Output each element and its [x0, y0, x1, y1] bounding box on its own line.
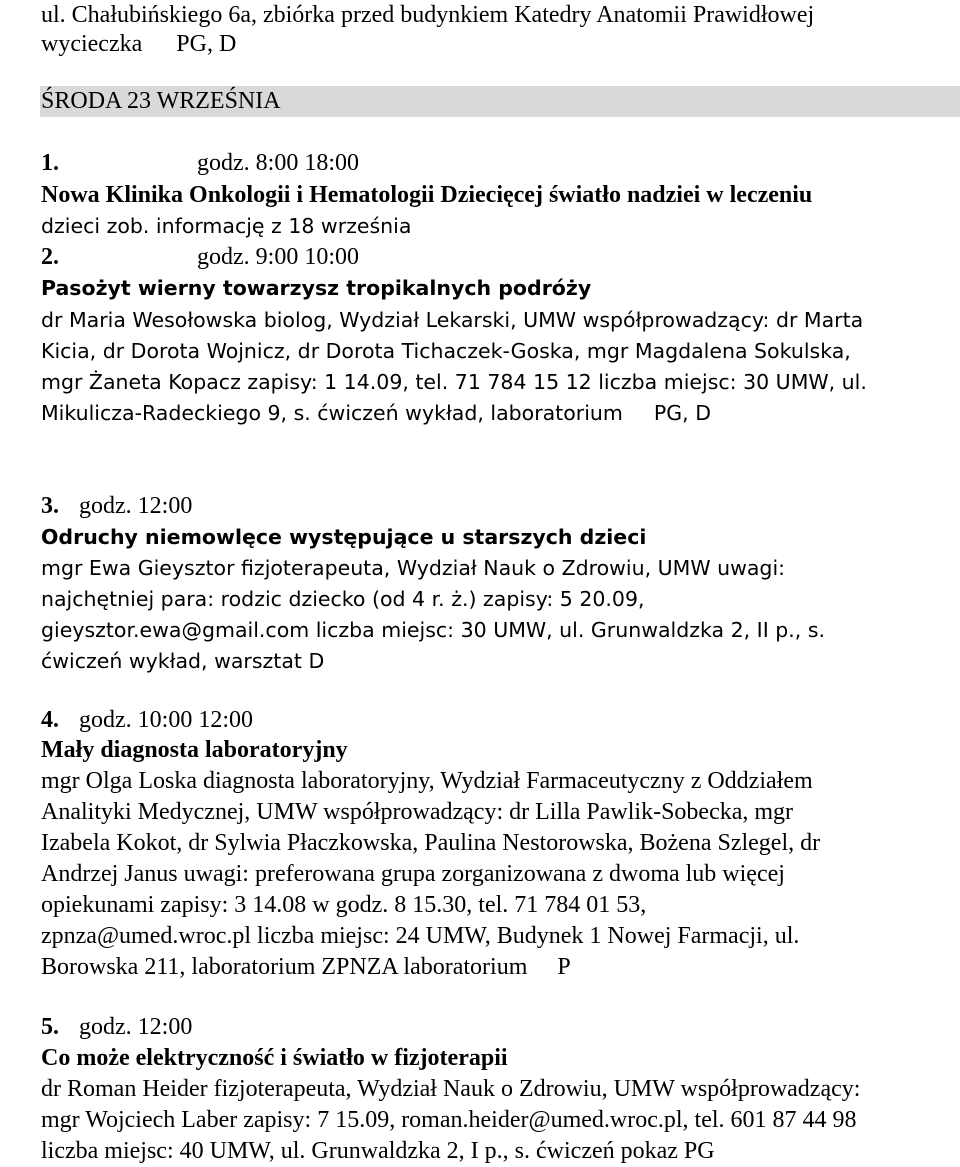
intro-line	[41, 29, 236, 60]
event-heading	[41, 491, 192, 522]
event-body-line: Andrzej Janus uwagi: preferowana grupa zorganizowana z dwoma lub więcej	[41, 861, 785, 887]
event-time: godz. 9:00 10:00	[197, 244, 359, 270]
event-number: 3.	[41, 493, 59, 519]
event-body-line: liczba miejsc: 40 UMW, ul. Grunwaldzka 2, I p., s. ćwiczeń pokaz PG	[41, 1138, 715, 1164]
event-title: Nowa Klinika Onkologii i Hematologii Dziecięcej światło nadziei w leczeniu	[41, 182, 813, 208]
event-time: godz. 8:00 18:00	[197, 150, 359, 176]
event-number: 1.	[41, 150, 59, 176]
event-time: godz. 10:00 12:00	[79, 707, 253, 733]
event-body-line: najchętniej para: rodzic dziecko (od 4 r. ż.) zapisy: 5 20.09,	[41, 587, 645, 611]
intro-text: wycieczka	[41, 31, 143, 57]
event-body-line: opiekunami zapisy: 3 14.08 w godz. 8 15.30, tel. 71 784 01 53,	[41, 892, 647, 918]
event-body-line: Kicia, dr Dorota Wojnicz, dr Dorota Tichaczek-Goska, mgr Magdalena Sokulska,	[41, 339, 851, 363]
event-body-line: zpnza@umed.wroc.pl liczba miejsc: 24 UMW, Budynek 1 Nowej Farmacji, ul.	[41, 923, 800, 949]
event-tags: P	[557, 954, 571, 980]
event-body-text: Borowska 211, laboratorium ZPNZA laboratorium	[41, 954, 528, 980]
event-body-line: Izabela Kokot, dr Sylwia Płaczkowska, Paulina Nestorowska, Bożena Szlegel, dr	[41, 830, 821, 856]
event-number: 5.	[41, 1014, 59, 1040]
event-body-line: dzieci zob. informację z 18 września	[41, 214, 412, 238]
event-title: Odruchy niemowlęce występujące u starszych dzieci	[41, 525, 647, 549]
event-time: godz. 12:00	[79, 1014, 193, 1040]
day-header: ŚRODA 23 WRZEŚNIA	[41, 88, 281, 114]
event-body-line	[41, 952, 571, 983]
event-body-line: mgr Olga Loska diagnosta laboratoryjny, Wydział Farmaceutyczny z Oddziałem	[41, 768, 813, 794]
event-body-line: mgr Wojciech Laber zapisy: 7 15.09, roman.heider@umed.wroc.pl, tel. 601 87 44 98	[41, 1107, 857, 1133]
event-heading	[41, 242, 359, 273]
event-body-line: mgr Żaneta Kopacz zapisy: 1 14.09, tel. 71 784 15 12 liczba miejsc: 30 UMW, ul.	[41, 370, 867, 394]
event-number: 4.	[41, 707, 59, 733]
event-body-line: dr Roman Heider fizjoterapeuta, Wydział Nauk o Zdrowiu, UMW współprowadzący:	[41, 1076, 861, 1102]
event-title: Pasożyt wierny towarzysz tropikalnych podróży	[41, 276, 592, 300]
event-body-line: ćwiczeń wykład, warsztat D	[41, 649, 325, 673]
event-heading	[41, 705, 253, 736]
event-title: Co może elektryczność i światło w fizjoterapii	[41, 1045, 508, 1071]
intro-tags: PG, D	[176, 31, 237, 57]
event-body-line: gieysztor.ewa@gmail.com liczba miejsc: 30 UMW, ul. Grunwaldzka 2, II p., s.	[41, 618, 826, 642]
event-body-line: Analityki Medycznej, UMW współprowadzący: dr Lilla Pawlik-Sobecka, mgr	[41, 799, 794, 825]
event-body-line	[41, 398, 711, 429]
event-heading	[41, 1012, 192, 1043]
event-heading	[41, 148, 359, 179]
event-time: godz. 12:00	[79, 493, 193, 519]
event-body-text: Mikulicza-Radeckiego 9, s. ćwiczeń wykład, laboratorium	[41, 401, 623, 425]
event-tags: PG, D	[653, 401, 711, 425]
event-body-line: dr Maria Wesołowska biolog, Wydział Lekarski, UMW współprowadzący: dr Marta	[41, 308, 864, 332]
event-number: 2.	[41, 244, 59, 270]
event-title: Mały diagnosta laboratoryjny	[41, 737, 348, 763]
event-body-line: mgr Ewa Gieysztor fizjoterapeuta, Wydział Nauk o Zdrowiu, UMW uwagi:	[41, 556, 786, 580]
intro-line: ul. Chałubińskiego 6a, zbiórka przed budynkiem Katedry Anatomii Prawidłowej	[41, 2, 815, 28]
